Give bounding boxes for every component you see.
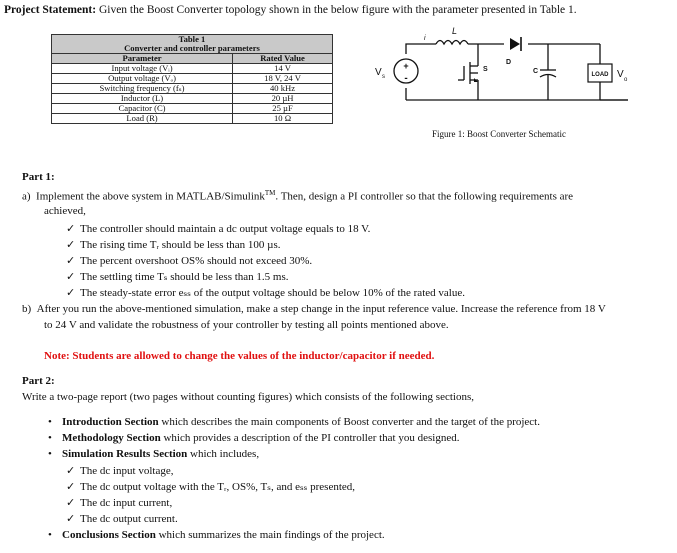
table-cell: Switching frequency (fₛ) — [52, 84, 233, 94]
inductor-label: L — [452, 26, 458, 36]
check-icon: ✓ — [66, 271, 76, 283]
plus-sign: + — [403, 61, 409, 71]
part1-b-line1 — [22, 303, 606, 315]
check-item — [66, 512, 178, 525]
project-statement-text: Given the Boost Converter topology shown in the below figure with the parameter presented in Table 1. — [96, 4, 577, 16]
bullet-icon: • — [48, 432, 52, 444]
project-statement — [4, 4, 577, 16]
table-cell: 18 V, 24 V — [233, 74, 333, 84]
check-item — [66, 496, 172, 509]
item-marker: a) — [22, 190, 31, 203]
diode-symbol — [510, 38, 520, 50]
capacitor-label: C — [533, 68, 539, 75]
check-item — [66, 254, 312, 267]
table-row — [52, 64, 333, 74]
section-desc: which describes the main components of Boost converter and the target of the project. — [158, 416, 540, 428]
table-row — [52, 84, 333, 94]
project-statement-label: Project Statement: — [4, 4, 97, 16]
item-marker: b) — [22, 303, 32, 315]
check-text: The steady-state error eₛₛ of the output voltage should be below 10% of the rated value. — [80, 287, 465, 299]
check-text: The settling time Tₛ should be less than 1.5 ms. — [80, 271, 289, 283]
check-item — [66, 464, 173, 477]
part1-title: Part 1: — [22, 171, 55, 183]
part1-a-line1 — [22, 189, 573, 203]
table-cell: Input voltage (Vᵢ) — [52, 64, 233, 74]
paragraph-text: Implement the above system in MATLAB/Simulink — [36, 190, 265, 203]
table-header-value: Rated Value — [233, 54, 333, 64]
check-item — [66, 238, 281, 251]
check-icon: ✓ — [66, 255, 76, 267]
table-row — [52, 104, 333, 114]
note-text: Note: Students are allowed to change the values of the inductor/capacitor if needed. — [44, 350, 435, 362]
section-desc: which summarizes the main findings of the project. — [155, 529, 385, 541]
section-bullet — [48, 432, 459, 444]
table-row — [52, 114, 333, 124]
section-name: Introduction Section — [62, 416, 159, 428]
table-cell: 25 µF — [233, 104, 333, 114]
inductor-symbol — [436, 41, 468, 45]
bullet-icon: • — [48, 416, 52, 428]
table-title: Table 1 — [52, 35, 333, 45]
check-text: The dc output voltage with the Tᵣ, OS%, Tₛ, and eₛₛ presented, — [80, 481, 356, 493]
section-name: Simulation Results Section — [62, 448, 188, 460]
table-cell: Load (R) — [52, 114, 233, 124]
table-cell: 10 Ω — [233, 114, 333, 124]
parameters-table — [51, 34, 333, 124]
bullet-icon: • — [48, 448, 52, 460]
load-label: LOAD — [591, 72, 609, 78]
part2-title: Part 2: — [22, 375, 55, 387]
current-label: i — [424, 35, 426, 42]
check-icon: ✓ — [66, 513, 76, 525]
section-bullet — [48, 529, 385, 541]
boost-converter-schematic — [370, 26, 670, 136]
check-icon: ✓ — [66, 497, 76, 509]
check-text: The percent overshoot OS% should not exceed 30%. — [80, 255, 313, 267]
figure-caption: Figure 1: Boost Converter Schematic — [432, 129, 566, 139]
check-icon: ✓ — [66, 239, 76, 251]
check-icon: ✓ — [66, 287, 76, 299]
vs-label: V — [375, 67, 382, 78]
part1-a-line2: achieved, — [44, 205, 86, 217]
table-cell: 14 V — [233, 64, 333, 74]
section-bullet — [48, 448, 259, 460]
check-text: The dc output current. — [80, 513, 178, 525]
table-row — [52, 94, 333, 104]
part2-intro: Write a two-page report (two pages without counting figures) which consists of the following sections, — [22, 391, 474, 403]
check-text: The controller should maintain a dc output voltage equals to 18 V. — [80, 223, 371, 235]
section-name: Conclusions Section — [62, 529, 156, 541]
check-icon: ✓ — [66, 481, 76, 493]
table-cell: 40 kHz — [233, 84, 333, 94]
check-item — [66, 286, 465, 299]
check-icon: ✓ — [66, 465, 76, 477]
vo-label: V — [617, 69, 624, 80]
trademark: TM — [264, 189, 276, 197]
paragraph-text: After you run the above-mentioned simulation, make a step change in the input reference value. Increase the reference from 18 V — [36, 303, 606, 315]
check-item — [66, 270, 289, 283]
diode-label: D — [506, 59, 512, 66]
check-item — [66, 222, 370, 235]
table-cell: Inductor (L) — [52, 94, 233, 104]
check-icon: ✓ — [66, 223, 76, 235]
minus-sign: - — [404, 73, 408, 84]
bullet-icon: • — [48, 529, 52, 541]
table-cell: Capacitor (C) — [52, 104, 233, 114]
check-item — [66, 480, 355, 493]
switch-label: S — [483, 66, 488, 73]
wire — [406, 44, 436, 54]
section-name: Methodology Section — [62, 432, 161, 444]
check-text: The dc input voltage, — [80, 465, 174, 477]
table-cell: 20 µH — [233, 94, 333, 104]
paragraph-text: . Then, design a PI controller so that the following requirements are — [275, 190, 574, 203]
section-bullet — [48, 416, 540, 428]
check-text: The rising time Tᵣ should be less than 100 µs. — [80, 239, 281, 251]
table-header-parameter: Parameter — [52, 54, 233, 64]
section-desc: which provides a description of the PI controller that you designed. — [160, 432, 460, 444]
check-text: The dc input current, — [80, 497, 173, 509]
vo-subscript: o — [624, 77, 628, 83]
table-cell: Output voltage (Vₒ) — [52, 74, 233, 84]
table-row — [52, 74, 333, 84]
part1-b-line2: to 24 V and validate the robustness of your controller by testing all points mentioned above. — [44, 319, 449, 331]
table-subtitle: Converter and controller parameters — [52, 44, 333, 54]
vs-subscript: s — [382, 74, 385, 80]
section-desc: which includes, — [187, 448, 260, 460]
